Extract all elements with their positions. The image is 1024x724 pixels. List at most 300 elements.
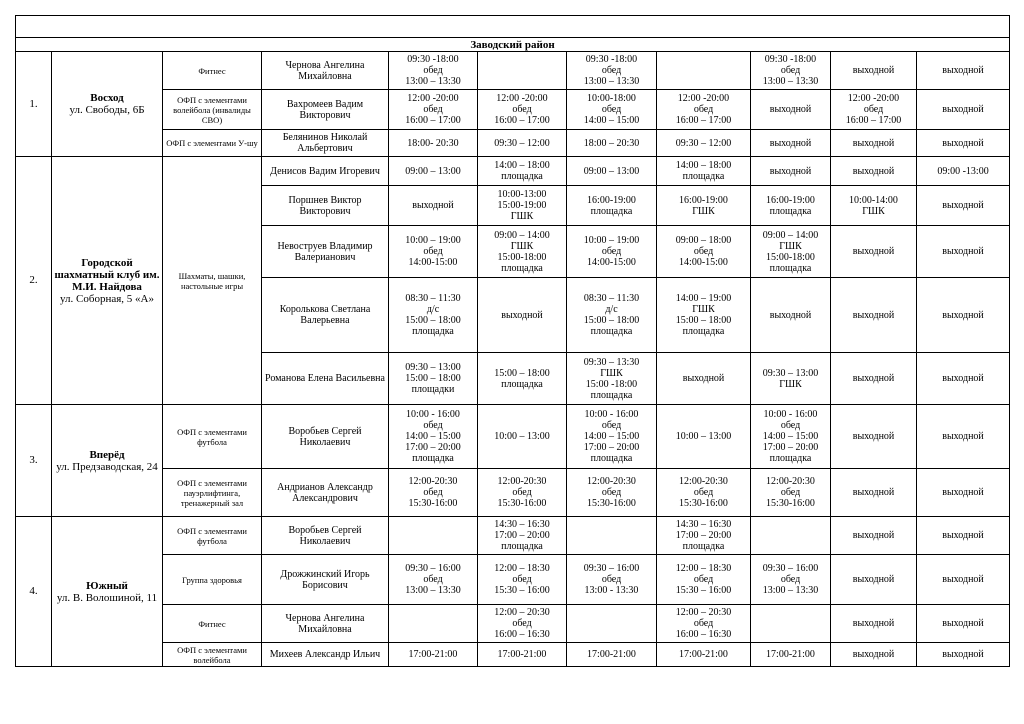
schedule-cell: [831, 157, 917, 186]
schedule-cell: [478, 605, 567, 643]
schedule-line: выходной: [942, 574, 984, 585]
schedule-cell: [478, 469, 567, 517]
schedule-line: выходной: [942, 65, 984, 76]
activity-cell: ОФП с элементами футбола: [163, 405, 262, 469]
schedule-cell: [917, 226, 1010, 278]
schedule-line: 13:00 – 13:30: [405, 76, 461, 87]
schedule-cell: [389, 52, 478, 90]
coach-cell: Дрожжинский Игорь Борисович: [262, 555, 389, 605]
schedule-line: 09:00 – 18:00: [675, 235, 732, 246]
schedule-line: 09:30 -18:00: [764, 54, 817, 65]
schedule-line: обед: [693, 618, 714, 629]
schedule-line: 14:00 – 18:00: [675, 160, 732, 171]
schedule-line: 15:30-16:00: [408, 498, 458, 509]
coach-cell: Денисов Вадим Игоревич: [262, 157, 389, 186]
schedule-line: 15:00 – 18:00: [583, 315, 640, 326]
schedule-cell: [478, 643, 567, 667]
schedule-cell: [389, 405, 478, 469]
schedule-cell: [751, 517, 831, 555]
schedule-cell: [657, 186, 751, 226]
schedule-line: 15:30-16:00: [679, 498, 728, 509]
schedule-cell: [567, 517, 657, 555]
schedule-line: 18:00- 20:30: [407, 137, 459, 149]
schedule-line: 14:00 – 15:00: [583, 115, 640, 126]
schedule-line: обед: [780, 574, 801, 585]
schedule-cell: [751, 605, 831, 643]
schedule-cell: [478, 517, 567, 555]
activity-cell: ОФП с элементами пауэрлифтинга, тренажерный зал: [163, 469, 262, 517]
schedule-cell: [478, 405, 567, 469]
schedule-line: площадка: [769, 262, 812, 274]
schedule-line: 12:00 – 18:30: [675, 563, 732, 574]
schedule-line: обед: [601, 246, 622, 257]
schedule-cell: [567, 643, 657, 667]
schedule-line: ГШК: [600, 367, 623, 379]
schedule-cell: [389, 643, 478, 667]
schedule-cell: [831, 130, 917, 157]
schedule-line: выходной: [852, 649, 895, 660]
schedule-line: выходной: [942, 530, 984, 541]
schedule-cell: [478, 278, 567, 353]
club-cell: [52, 157, 163, 405]
schedule-line: 17:00 – 20:00: [405, 442, 461, 453]
schedule-line: 09:30 – 13:00: [762, 367, 819, 379]
schedule-cell: [657, 405, 751, 469]
schedule-cell: [917, 605, 1010, 643]
schedule-cell: [478, 90, 567, 130]
schedule-line: 13:00 – 13:30: [762, 76, 819, 87]
schedule-line: 10:00-13:00: [497, 189, 547, 200]
schedule-line: 18:00 – 20:30: [583, 137, 640, 149]
schedule-line: выходной: [942, 309, 984, 321]
schedule-line: 09:30 -18:00: [407, 54, 459, 65]
club-address: ул. Соборная, 5 «А»: [60, 292, 154, 305]
schedule-line: выходной: [942, 104, 984, 115]
schedule-line: обед: [423, 487, 443, 498]
schedule-line: выходной: [942, 137, 984, 149]
schedule-line: выходной: [852, 574, 895, 585]
schedule-line: 16:00-19:00: [766, 194, 815, 206]
schedule-line: 12:00 -20:00: [407, 93, 459, 104]
schedule-line: ГШК: [779, 378, 802, 390]
coach-cell: Белянинов Николай Альбертович: [262, 130, 389, 157]
schedule-line: 15:00-18:00: [766, 251, 815, 263]
schedule-line: обед: [780, 420, 801, 431]
schedule-cell: [831, 186, 917, 226]
schedule-line: 17:00 – 20:00: [762, 442, 819, 453]
schedule-line: д/с: [605, 304, 618, 315]
schedule-line: 09:30 – 16:00: [762, 563, 819, 574]
schedule-line: выходной: [501, 309, 543, 321]
coach-cell: Невоструев Владимир Валерианович: [262, 226, 389, 278]
schedule-sheet: [15, 15, 1009, 667]
club-cell: [52, 52, 163, 157]
schedule-line: 17:00-21:00: [587, 649, 636, 660]
coach-cell: Чернова Ангелина Михайловна: [262, 52, 389, 90]
coach-cell: Андрианов Александр Александрович: [262, 469, 389, 517]
header-blank-row: [16, 16, 1010, 38]
schedule-line: выходной: [852, 165, 895, 177]
schedule-cell: [917, 517, 1010, 555]
schedule-line: 13:00 – 13:30: [583, 76, 640, 87]
schedule-line: выходной: [682, 373, 725, 384]
schedule-cell: [917, 555, 1010, 605]
schedule-line: выходной: [852, 618, 895, 629]
schedule-cell: [657, 469, 751, 517]
schedule-line: площадка: [501, 378, 543, 390]
schedule-line: 09:30 -18:00: [585, 54, 638, 65]
schedule-line: выходной: [412, 200, 454, 211]
schedule-cell: [831, 555, 917, 605]
schedule-cell: [657, 353, 751, 405]
schedule-line: 10:00 – 13:00: [675, 431, 732, 442]
schedule-line: 12:00 -20:00: [496, 93, 548, 104]
schedule-line: ГШК: [510, 240, 534, 252]
schedule-line: выходной: [942, 618, 984, 629]
schedule-line: 12:00-20:30: [587, 476, 636, 487]
club-address: ул. В. Волошиной, 11: [56, 591, 158, 604]
schedule-line: 17:00-21:00: [766, 649, 815, 660]
schedule-line: 14:00 – 15:00: [583, 431, 640, 442]
coach-cell: Воробьев Сергей Николаевич: [262, 517, 389, 555]
schedule-line: 14:00 – 18:00: [494, 160, 550, 171]
activity-cell: ОФП с элементами футбола: [163, 517, 262, 555]
activity-cell: Шахматы, шашки, настольные игры: [163, 157, 262, 405]
schedule-cell: [831, 353, 917, 405]
schedule-line: 09:30 – 12:00: [494, 137, 550, 149]
schedule-line: 10:00 – 13:00: [494, 431, 550, 442]
club-number: 3.: [16, 405, 52, 517]
schedule-cell: [751, 90, 831, 130]
schedule-line: обед: [863, 104, 884, 115]
schedule-cell: [389, 517, 478, 555]
club-cell: [52, 405, 163, 517]
schedule-cell: [917, 643, 1010, 667]
schedule-cell: [831, 605, 917, 643]
schedule-cell: [751, 469, 831, 517]
schedule-cell: [751, 555, 831, 605]
coach-cell: Романова Елена Васильевна: [262, 353, 389, 405]
schedule-cell: [657, 130, 751, 157]
schedule-line: 15:00 – 18:00: [405, 373, 461, 384]
coach-cell: Михеев Александр Ильич: [262, 643, 389, 667]
schedule-line: площадка: [682, 171, 725, 182]
schedule-cell: [917, 52, 1010, 90]
schedule-line: 09:00 – 14:00: [494, 229, 550, 241]
schedule-line: 14:00-15:00: [408, 257, 458, 268]
schedule-line: площадка: [412, 326, 454, 337]
schedule-line: обед: [423, 246, 443, 257]
activity-cell: Фитнес: [163, 605, 262, 643]
schedule-line: 17:00-21:00: [497, 649, 547, 660]
club-name: Вперёд: [89, 448, 125, 461]
schedule-line: площадки: [411, 384, 455, 395]
schedule-line: 12:00 -20:00: [847, 93, 900, 104]
schedule-cell: [831, 52, 917, 90]
schedule-line: 12:00 -20:00: [677, 93, 730, 104]
activity-cell: ОФП с элементами волейбола: [163, 643, 262, 667]
schedule-line: обед: [423, 65, 443, 76]
schedule-cell: [657, 517, 751, 555]
schedule-line: 14:00-15:00: [679, 257, 728, 268]
schedule-cell: [389, 353, 478, 405]
schedule-cell: [567, 52, 657, 90]
schedule-line: обед: [423, 104, 443, 115]
schedule-line: выходной: [852, 309, 895, 321]
schedule-line: 12:00 – 20:30: [675, 607, 732, 618]
schedule-line: 09:00 – 13:00: [405, 165, 461, 177]
coach-cell: Воробьев Сергей Николаевич: [262, 405, 389, 469]
schedule-line: обед: [512, 618, 532, 629]
schedule-line: 16:00-19:00: [679, 194, 728, 206]
schedule-line: выходной: [852, 373, 895, 384]
schedule-line: площадка: [590, 453, 633, 464]
schedule-line: 17:00-21:00: [408, 649, 458, 660]
schedule-line: площадка: [590, 205, 633, 217]
schedule-line: 16:00 – 17:00: [405, 115, 461, 126]
schedule-line: 17:00-21:00: [679, 649, 728, 660]
schedule-line: выходной: [942, 200, 984, 211]
schedule-line: 17:00 – 20:00: [675, 530, 732, 541]
schedule-line: обед: [512, 574, 532, 585]
schedule-cell: [389, 605, 478, 643]
club-number: 2.: [16, 157, 52, 405]
schedule-cell: [917, 157, 1010, 186]
schedule-line: обед: [512, 104, 532, 115]
schedule-cell: [567, 405, 657, 469]
schedule-line: площадка: [501, 171, 543, 182]
schedule-line: 12:00-20:30: [766, 476, 815, 487]
schedule-line: обед: [780, 65, 801, 76]
schedule-line: 12:00 – 18:30: [494, 563, 550, 574]
schedule-line: 16:00 – 16:30: [675, 629, 732, 640]
schedule-line: 10:00-18:00: [587, 93, 636, 104]
schedule-line: 09:30 – 12:00: [675, 137, 732, 149]
schedule-cell: [657, 226, 751, 278]
district-title: Заводский район: [16, 38, 1010, 52]
schedule-line: 15:30-16:00: [766, 498, 815, 509]
schedule-line: 10:00 - 16:00: [763, 409, 818, 420]
schedule-line: 14:00 – 15:00: [762, 431, 819, 442]
schedule-line: 09:00 -13:00: [937, 165, 989, 177]
schedule-line: обед: [423, 574, 443, 585]
schedule-cell: [478, 130, 567, 157]
schedule-cell: [657, 555, 751, 605]
schedule-cell: [917, 90, 1010, 130]
schedule-cell: [751, 405, 831, 469]
schedule-line: 15:00-19:00: [497, 200, 547, 211]
schedule-line: 15:00-18:00: [497, 251, 547, 263]
schedule-line: 09:30 – 13:00: [405, 362, 461, 373]
schedule-table: [15, 15, 1010, 667]
schedule-line: выходной: [769, 104, 812, 115]
schedule-line: 12:00-20:30: [679, 476, 728, 487]
club-name: Южный: [86, 579, 128, 592]
schedule-line: площадка: [501, 262, 543, 274]
schedule-line: площадка: [769, 453, 812, 464]
schedule-line: площадка: [769, 205, 812, 217]
schedule-line: выходной: [942, 487, 984, 498]
schedule-line: 12:00 – 20:30: [494, 607, 550, 618]
schedule-line: 09:30 – 13:30: [583, 356, 640, 368]
schedule-line: ГШК: [862, 205, 885, 217]
coach-cell: Королькова Светлана Валерьевна: [262, 278, 389, 353]
schedule-cell: [831, 469, 917, 517]
schedule-cell: [567, 469, 657, 517]
schedule-cell: [751, 643, 831, 667]
schedule-cell: [478, 157, 567, 186]
schedule-cell: [751, 278, 831, 353]
schedule-line: выходной: [852, 530, 895, 541]
schedule-cell: [751, 157, 831, 186]
schedule-cell: [567, 278, 657, 353]
schedule-line: 12:00-20:30: [497, 476, 547, 487]
schedule-line: 16:00 – 16:30: [494, 629, 550, 640]
schedule-cell: [917, 186, 1010, 226]
schedule-line: выходной: [942, 246, 984, 257]
schedule-line: 15:30-16:00: [587, 498, 636, 509]
schedule-line: 10:00 - 16:00: [584, 409, 639, 420]
schedule-cell: [389, 555, 478, 605]
schedule-line: обед: [423, 420, 443, 431]
schedule-cell: [389, 226, 478, 278]
schedule-line: 16:00 – 17:00: [494, 115, 550, 126]
schedule-line: выходной: [852, 431, 895, 442]
schedule-line: 16:00 – 17:00: [845, 115, 902, 126]
schedule-line: площадка: [412, 453, 454, 464]
schedule-line: площадка: [682, 326, 725, 337]
schedule-line: выходной: [852, 246, 895, 257]
schedule-line: 12:00-20:30: [408, 476, 458, 487]
schedule-line: выходной: [852, 65, 895, 76]
schedule-cell: [657, 278, 751, 353]
schedule-line: ГШК: [510, 211, 534, 222]
schedule-cell: [567, 90, 657, 130]
schedule-cell: [831, 90, 917, 130]
schedule-line: выходной: [852, 137, 895, 149]
schedule-line: 14:30 – 16:30: [494, 519, 550, 530]
schedule-cell: [478, 555, 567, 605]
schedule-cell: [478, 353, 567, 405]
schedule-line: обед: [693, 487, 714, 498]
schedule-line: 14:00 – 19:00: [675, 293, 732, 304]
schedule-cell: [917, 130, 1010, 157]
schedule-line: 09:30 – 16:00: [583, 563, 640, 574]
activity-cell: ОФП с элементами волейбола (инвалиды СВО): [163, 90, 262, 130]
schedule-cell: [389, 278, 478, 353]
club-name: Восход: [90, 92, 124, 104]
schedule-line: обед: [693, 104, 714, 115]
schedule-line: выходной: [769, 165, 812, 177]
schedule-line: 13:00 – 13:30: [762, 585, 819, 596]
schedule-cell: [917, 469, 1010, 517]
schedule-line: 17:00 – 20:00: [494, 530, 550, 541]
schedule-line: 15:30 – 16:00: [675, 585, 732, 596]
schedule-cell: [567, 226, 657, 278]
schedule-line: выходной: [769, 309, 812, 321]
schedule-line: площадка: [501, 541, 543, 552]
schedule-cell: [389, 130, 478, 157]
schedule-cell: [657, 90, 751, 130]
schedule-cell: [751, 52, 831, 90]
schedule-line: 09:00 – 14:00: [762, 229, 819, 241]
schedule-cell: [831, 517, 917, 555]
schedule-cell: [831, 226, 917, 278]
schedule-cell: [751, 186, 831, 226]
schedule-line: обед: [693, 574, 714, 585]
schedule-cell: [567, 186, 657, 226]
schedule-cell: [478, 226, 567, 278]
schedule-line: 10:00 - 16:00: [406, 409, 460, 420]
schedule-line: выходной: [852, 487, 895, 498]
schedule-cell: [567, 157, 657, 186]
schedule-line: выходной: [942, 373, 984, 384]
schedule-cell: [657, 157, 751, 186]
schedule-line: 10:00-14:00: [849, 194, 898, 206]
schedule-line: выходной: [942, 649, 984, 660]
schedule-line: ГШК: [692, 304, 715, 315]
schedule-cell: [567, 353, 657, 405]
schedule-line: обед: [601, 104, 622, 115]
club-number: 4.: [16, 517, 52, 667]
schedule-line: 15:00 – 18:00: [675, 315, 732, 326]
schedule-line: 10:00 – 19:00: [583, 235, 640, 246]
club-address: ул. Свободы, 6Б: [69, 104, 145, 116]
schedule-cell: [478, 186, 567, 226]
schedule-cell: [389, 90, 478, 130]
schedule-cell: [751, 353, 831, 405]
schedule-line: обед: [601, 487, 622, 498]
club-name: Городской шахматный клуб им. М.И. Найдова: [54, 256, 160, 293]
schedule-cell: [831, 278, 917, 353]
schedule-line: обед: [693, 246, 714, 257]
schedule-cell: [917, 278, 1010, 353]
schedule-cell: [567, 130, 657, 157]
coach-cell: Поршнев Виктор Викторович: [262, 186, 389, 226]
coach-cell: Чернова Ангелина Михайловна: [262, 605, 389, 643]
schedule-line: 08:30 – 11:30: [405, 293, 461, 304]
schedule-line: площадка: [682, 541, 725, 552]
schedule-cell: [917, 353, 1010, 405]
schedule-line: 15:00 – 18:00: [405, 315, 461, 326]
schedule-line: 16:00-19:00: [587, 194, 636, 206]
activity-cell: ОФП с элементами У-шу: [163, 130, 262, 157]
schedule-line: 13:00 - 13:30: [584, 585, 639, 596]
schedule-line: 16:00 – 17:00: [675, 115, 732, 126]
schedule-cell: [389, 186, 478, 226]
schedule-line: 15:30 – 16:00: [494, 585, 550, 596]
schedule-line: 14:00-15:00: [587, 257, 636, 268]
schedule-line: 15:30-16:00: [497, 498, 547, 509]
schedule-line: площадка: [590, 326, 633, 337]
schedule-line: обед: [601, 420, 622, 431]
club-number: 1.: [16, 52, 52, 157]
club-address: ул. Предзаводская, 24: [56, 460, 158, 473]
club-cell: [52, 517, 163, 667]
schedule-line: ГШК: [779, 240, 802, 252]
schedule-line: 15:00 – 18:00: [494, 367, 550, 379]
schedule-cell: [917, 405, 1010, 469]
schedule-line: 09:30 – 16:00: [405, 563, 461, 574]
schedule-cell: [831, 405, 917, 469]
schedule-cell: [478, 52, 567, 90]
schedule-line: обед: [601, 574, 622, 585]
schedule-line: площадка: [590, 389, 633, 401]
coach-cell: Вахромеев Вадим Викторович: [262, 90, 389, 130]
schedule-cell: [657, 52, 751, 90]
schedule-line: 08:30 – 11:30: [583, 293, 640, 304]
schedule-line: обед: [512, 487, 532, 498]
